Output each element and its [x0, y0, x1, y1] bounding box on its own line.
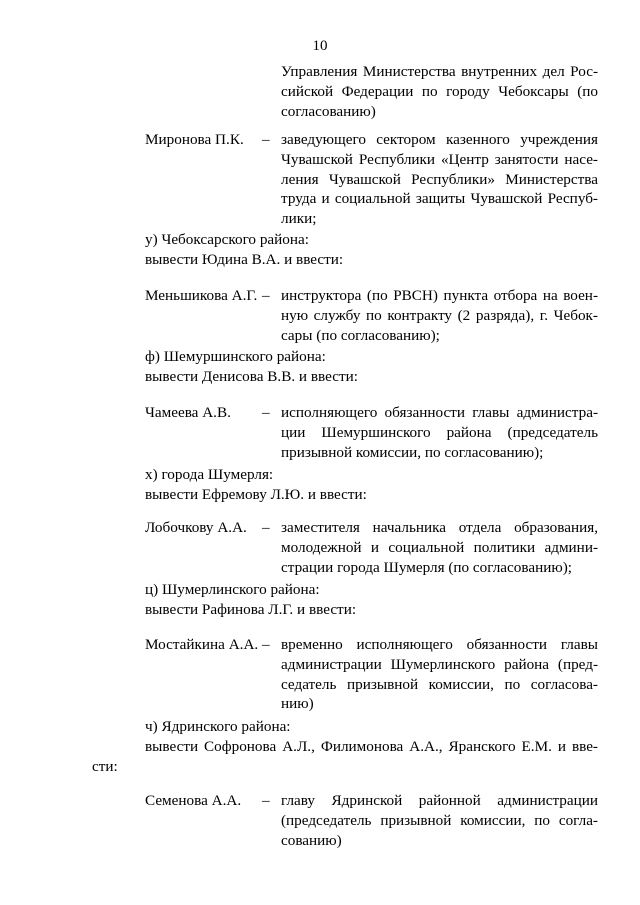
text-line: седатель призывной комиссии, по согласова- — [281, 675, 598, 693]
text-line: исполняющего обязанности главы администра- — [281, 404, 598, 421]
section-heading: х) города Шумерля: — [145, 466, 274, 483]
dash: – — [262, 792, 270, 809]
text-line: временно исполняющего обязанности главы — [281, 636, 598, 653]
text-line: Чувашской Республики «Центр занятости насе- — [281, 150, 598, 168]
section-heading: ф) Шемуршинского района: — [145, 348, 326, 365]
text-line: главу Ядринской районной администрации — [281, 792, 598, 809]
section-heading: ц) Шумерлинского района: — [145, 581, 320, 598]
text-line: лики; — [281, 210, 317, 228]
section-action: вывести Денисова В.В. и ввести: — [145, 367, 358, 385]
section-action: вывести Рафинова Л.Г. и ввести: — [145, 600, 357, 618]
section-action: вывести Софронова А.Л., Филимонова А.А., Яранского Е.М. и вве- — [145, 738, 598, 755]
text-line: ную службу по контракту (2 разряда), г. Чебок- — [281, 306, 598, 324]
dash: – — [262, 287, 270, 304]
position-description — [281, 286, 598, 345]
section-shumerlya-city — [145, 465, 598, 505]
dash: – — [262, 131, 270, 148]
text-line: ции Шемуршинского района (председатель — [281, 423, 598, 441]
text-line: заведующего сектором казенного учреждения — [281, 131, 598, 148]
text-line: страции города Шумерля (по согласованию); — [281, 558, 572, 576]
dash: – — [262, 519, 270, 536]
section-action: вывести Ефремову Л.Ю. и ввести: — [145, 485, 367, 503]
position-description — [281, 635, 598, 714]
section-action-continuation: сти: — [92, 758, 118, 775]
text-line: ления Чувашской Республики» Министерства — [281, 170, 598, 188]
person-name: Чамеева А.В. — [145, 404, 231, 421]
text-line: сийской Федерации по городу Чебоксары (по — [281, 82, 598, 100]
text-line: (председатель призывной комиссии, по согла- — [281, 811, 598, 829]
text-line: согласованию) — [281, 102, 376, 120]
position-description — [281, 130, 598, 229]
continuation-paragraph — [281, 62, 598, 121]
text-line: сары (по согласованию); — [281, 326, 440, 344]
text-line: молодежной и социальной политики админи- — [281, 538, 598, 556]
position-description — [281, 518, 598, 577]
person-name: Миронова П.К. — [145, 131, 244, 148]
text-line: призывной комиссии, по согласованию); — [281, 443, 544, 461]
person-name: Семенова А.А. — [145, 792, 242, 809]
text-line: Управления Министерства внутренних дел Рос- — [281, 63, 598, 80]
person-name: Лобочкову А.А. — [145, 519, 247, 536]
section-heading: ч) Ядринского района: — [145, 718, 291, 735]
person-name: Мостайкина А.А. — [145, 636, 259, 653]
section-shemurshinsky-district — [145, 347, 598, 387]
section-shumerlinsky-district — [145, 580, 598, 620]
text-line: администрации Шумерлинского района (пред- — [281, 655, 598, 673]
position-description — [281, 403, 598, 462]
dash: – — [262, 636, 270, 653]
section-action: вывести Юдина В.А. и ввести: — [145, 250, 344, 268]
dash: – — [262, 404, 270, 421]
person-name: Меньшикова А.Г. — [145, 287, 258, 304]
text-line: труда и социальной защиты Чувашской Респуб- — [281, 190, 598, 208]
section-chebok-district — [145, 230, 598, 270]
section-heading: у) Чебоксарского района: — [145, 231, 309, 248]
text-line: инструктора (по РВСН) пункта отбора на воен- — [281, 287, 598, 304]
position-description — [281, 791, 598, 850]
text-line: заместителя начальника отдела образования, — [281, 519, 598, 536]
page-number: 10 — [312, 38, 328, 54]
text-line: нию) — [281, 695, 314, 713]
text-line: сованию) — [281, 831, 342, 849]
section-yadrinsky-district — [145, 717, 598, 737]
